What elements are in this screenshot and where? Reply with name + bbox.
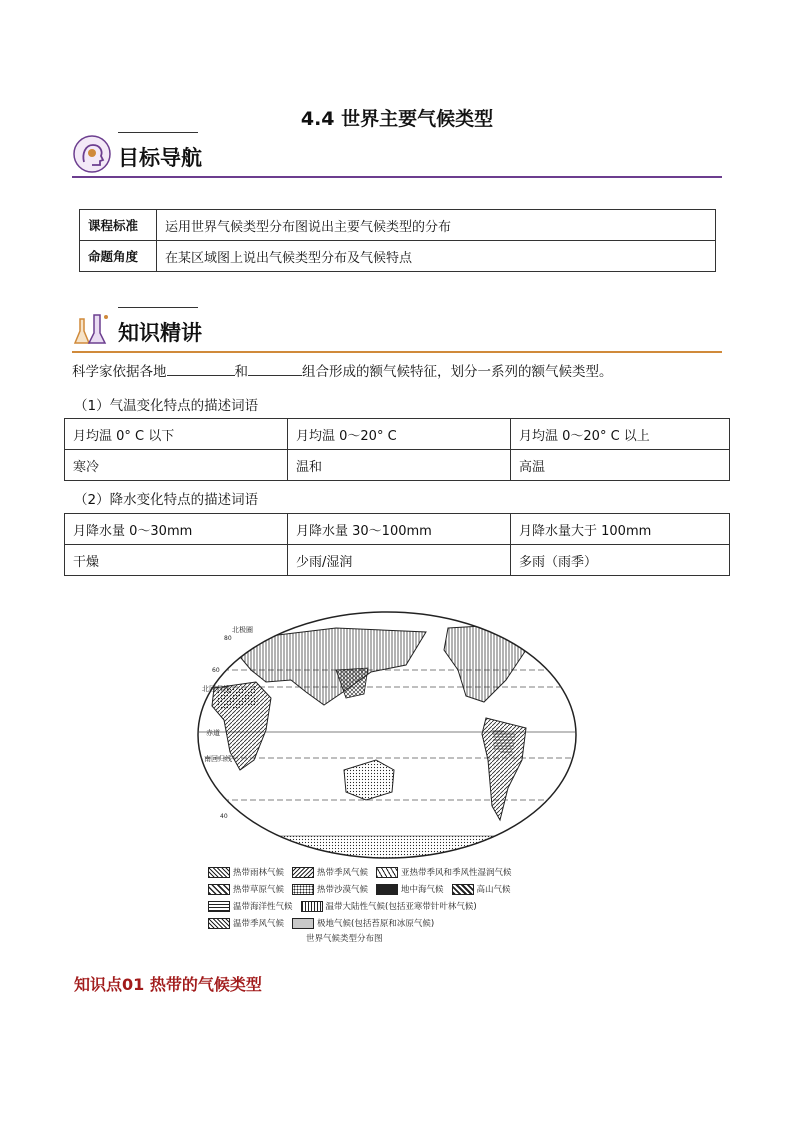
swatch-icon [292, 867, 314, 878]
section-title-goals: 目标导航 [118, 146, 202, 170]
swatch-icon [376, 884, 398, 895]
table-cell: 月降水量大于 100mm [511, 514, 730, 545]
map-label-lat60: 60 [212, 667, 220, 674]
map-label-equator: 赤道 [206, 729, 220, 737]
table-cell: 月均温 0° C 以下 [65, 419, 288, 450]
swatch-icon [292, 918, 314, 929]
legend-item: 温带季风气候 [208, 917, 284, 929]
temp-heading: （1）气温变化特点的描述词语 [74, 398, 259, 414]
intro-text: 和 [234, 364, 248, 380]
legend-item: 亚热带季风和季风性湿润气候 [376, 866, 512, 878]
temp-table [64, 418, 730, 481]
table-cell: 少雨/湿润 [288, 545, 511, 576]
header-bottom-rule [72, 176, 722, 178]
swatch-icon [301, 901, 323, 912]
section-header-goals [72, 132, 722, 178]
header-top-rule [118, 307, 198, 308]
table-cell: 温和 [288, 450, 511, 481]
table-cell: 月均温 0～20° C [288, 419, 511, 450]
section-title-knowledge: 知识精讲 [118, 321, 202, 345]
map-caption: 世界气候类型分布图 [306, 934, 383, 944]
table-cell: 月均温 0～20° C 以上 [511, 419, 730, 450]
swatch-icon [208, 867, 230, 878]
table-row [65, 545, 730, 576]
map-label-arctic: 北极圈 [232, 626, 253, 634]
knowledge-point-heading: 知识点01 热带的气候类型 [74, 975, 262, 994]
swatch-icon [376, 867, 398, 878]
intro-text: 科学家依据各地 [72, 364, 167, 380]
swatch-icon [208, 918, 230, 929]
map-label-tropic-n: 北回归线 [202, 685, 230, 693]
table-row [65, 419, 730, 450]
legend-item: 极地气候(包括苔原和冰原气候) [292, 917, 434, 929]
intro-text: 组合形成的额气候特征，划分一系列的额气候类型。 [302, 364, 613, 380]
fill-blank[interactable] [167, 363, 235, 376]
table-cell: 多雨（雨季） [511, 545, 730, 576]
world-climate-map [196, 610, 578, 860]
swatch-icon [292, 884, 314, 895]
header-bottom-rule [72, 351, 722, 353]
legend-item: 热带季风气候 [292, 866, 368, 878]
table-row [65, 450, 730, 481]
map-label-lat40: 40 [220, 813, 228, 820]
map-label-tropic-s: 南回归线 [204, 755, 232, 763]
goals-table [79, 209, 716, 272]
precip-heading: （2）降水变化特点的描述词语 [74, 492, 259, 508]
map-legend [208, 866, 578, 944]
swatch-icon [452, 884, 474, 895]
intro-paragraph [72, 360, 613, 380]
brain-head-icon [72, 134, 112, 174]
legend-item: 温带大陆性气候(包括亚寒带针叶林气候) [301, 900, 477, 912]
goal-value: 在某区域图上说出气候类型分布及气候特点 [157, 241, 716, 272]
goal-value: 运用世界气候类型分布图说出主要气候类型的分布 [157, 210, 716, 241]
precip-table [64, 513, 730, 576]
legend-item: 高山气候 [452, 883, 511, 895]
table-cell: 干燥 [65, 545, 288, 576]
legend-item: 热带草原气候 [208, 883, 284, 895]
swatch-icon [208, 884, 230, 895]
section-header-knowledge [72, 307, 722, 353]
legend-item: 温带海洋性气候 [208, 900, 293, 912]
page-title: 4.4 世界主要气候类型 [300, 108, 494, 130]
lab-flask-icon [72, 309, 112, 349]
goal-key: 课程标准 [80, 210, 157, 241]
table-row [80, 210, 716, 241]
legend-item: 热带雨林气候 [208, 866, 284, 878]
header-top-rule [118, 132, 198, 133]
table-cell: 寒冷 [65, 450, 288, 481]
fill-blank[interactable] [248, 363, 302, 376]
legend-item: 地中海气候 [376, 883, 444, 895]
swatch-icon [208, 901, 230, 912]
legend-item: 热带沙漠气候 [292, 883, 368, 895]
table-row [80, 241, 716, 272]
map-label-lat80: 80 [224, 635, 232, 642]
goal-key: 命题角度 [80, 241, 157, 272]
table-row [65, 514, 730, 545]
table-cell: 高温 [511, 450, 730, 481]
table-cell: 月降水量 30～100mm [288, 514, 511, 545]
table-cell: 月降水量 0～30mm [65, 514, 288, 545]
